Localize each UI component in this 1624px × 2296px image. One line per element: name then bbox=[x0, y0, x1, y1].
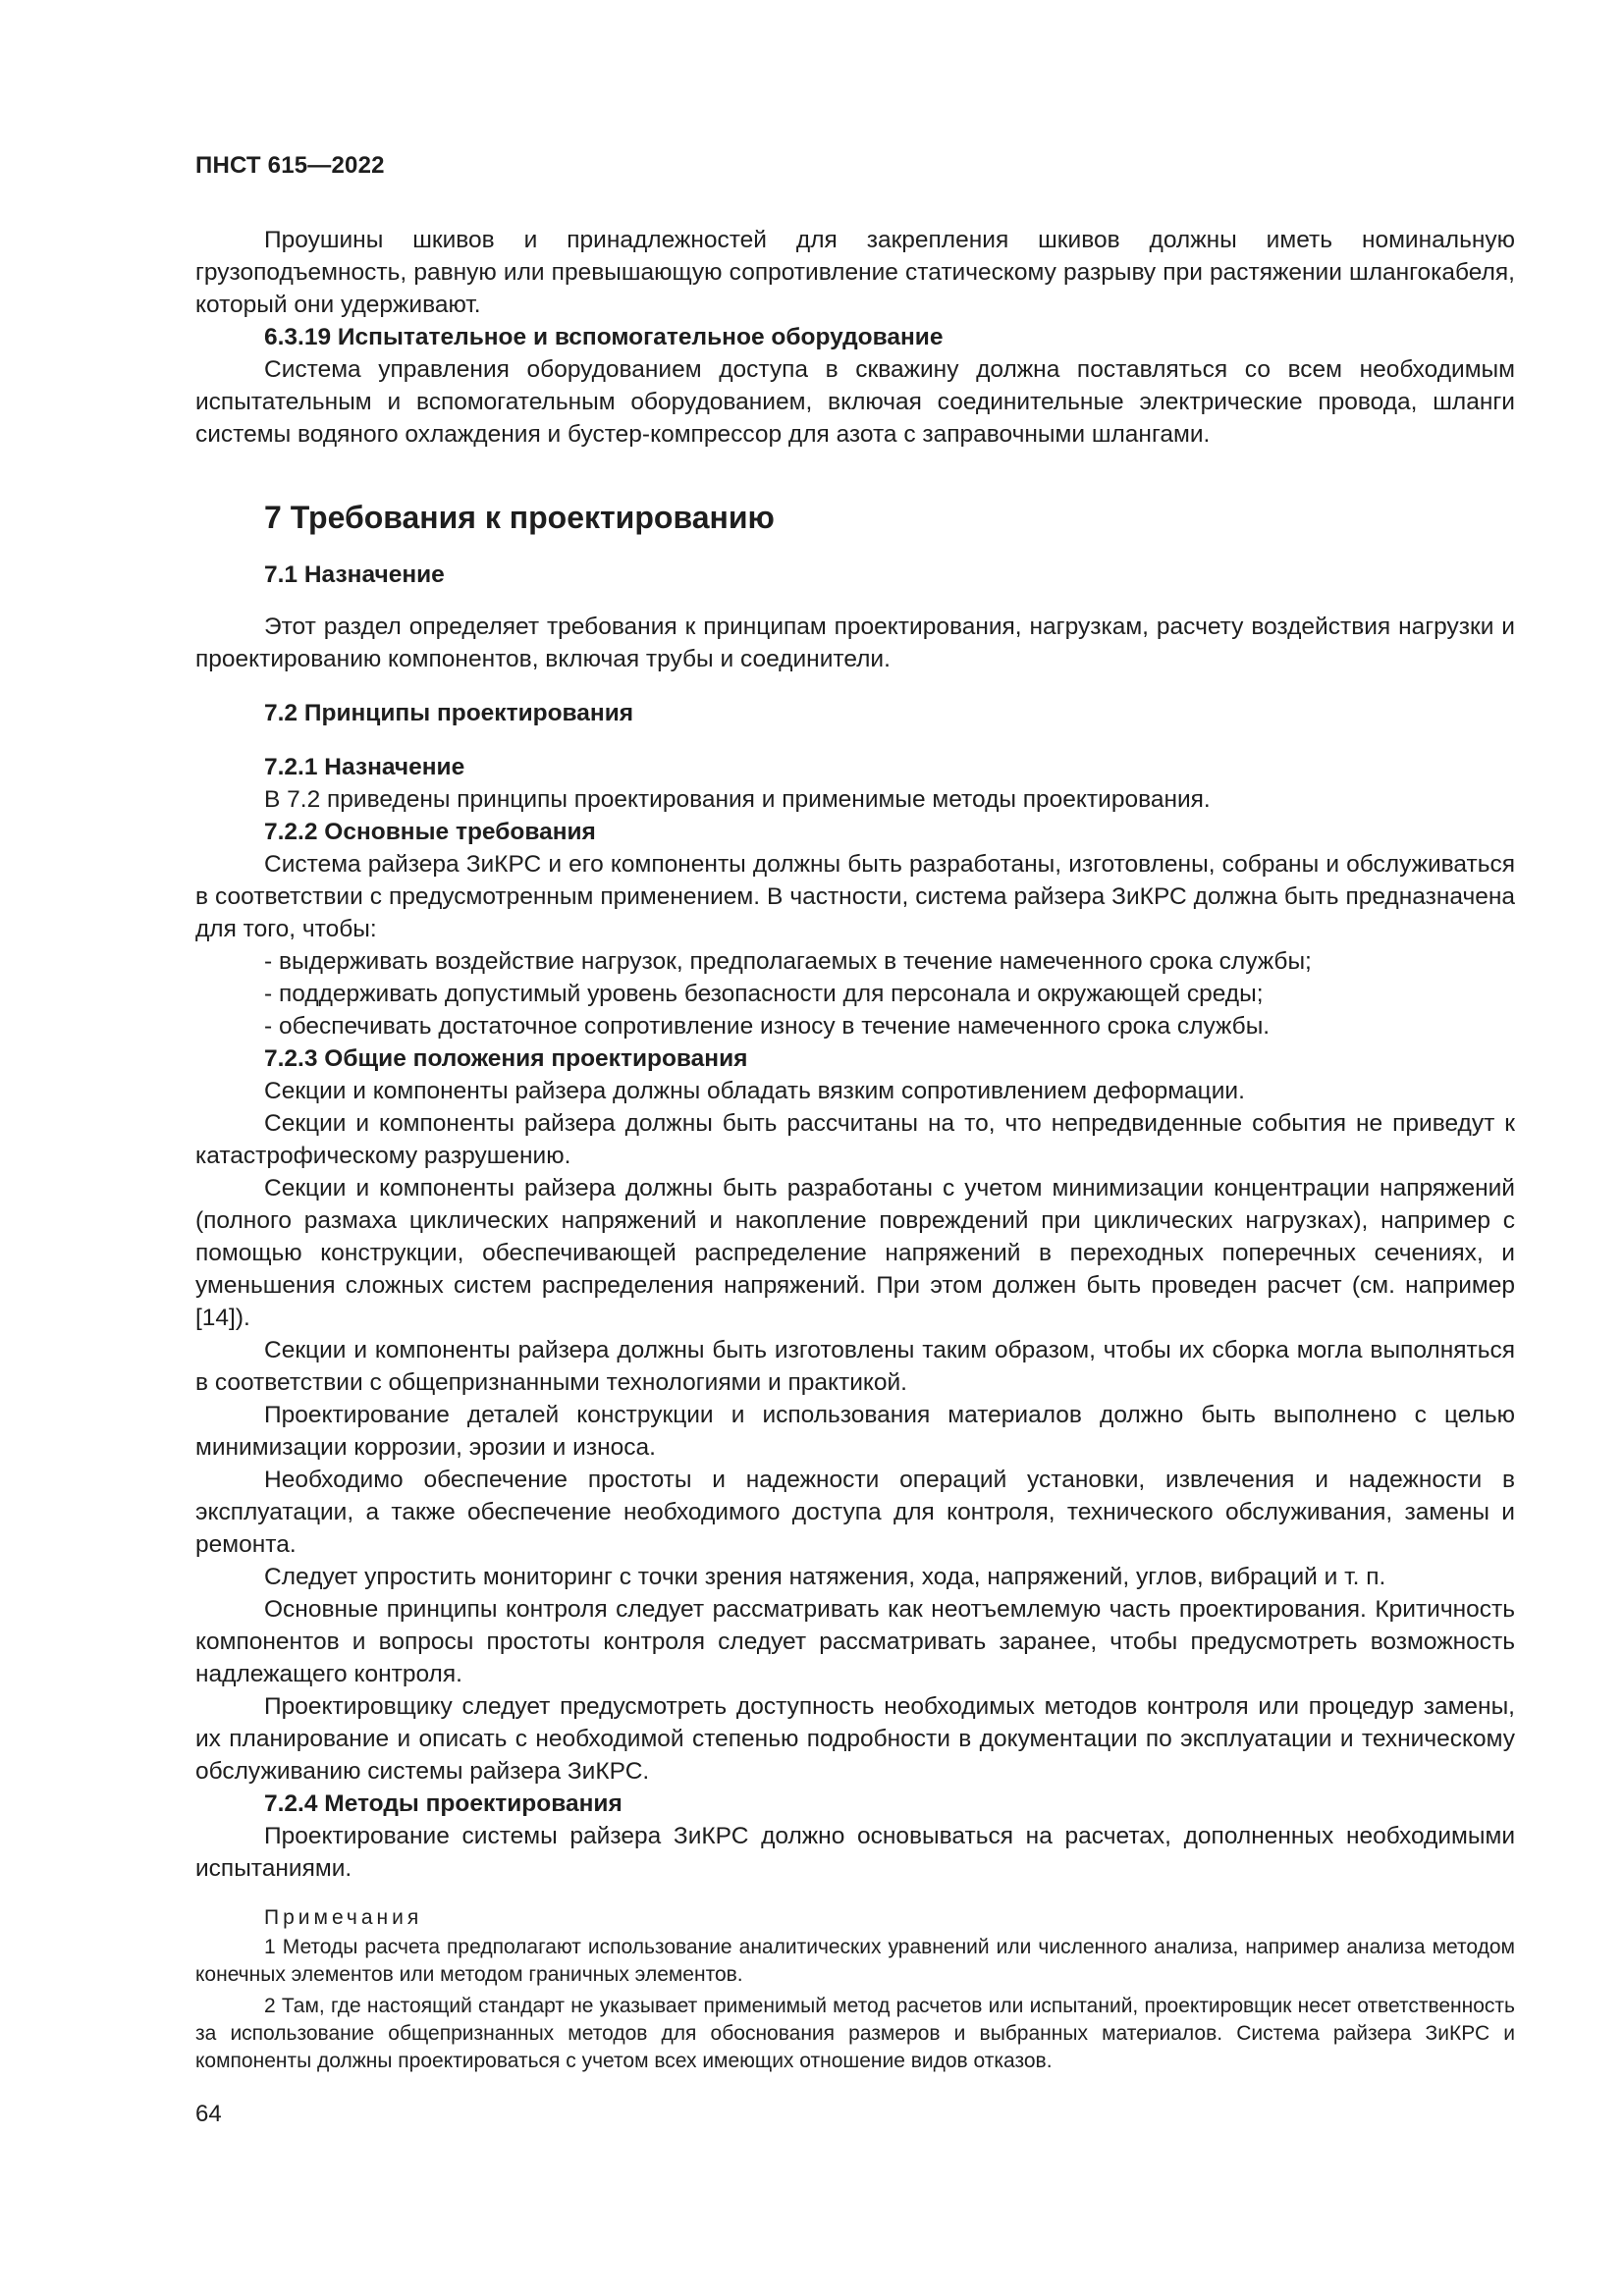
paragraph: Необходимо обеспечение простоты и надежности операций установки, извлечения и надежности в эксплуатации, а также обеспечение необходимого доступа для контроля, технического обслуживания, замены и ремонта. bbox=[195, 1467, 1515, 1558]
note-item: 1 Методы расчета предполагают использование аналитических уравнений или численного анализа, например анализа методом конечных элементов или методом граничных элементов. bbox=[195, 1936, 1515, 1986]
notes-title: Примечания bbox=[264, 1906, 423, 1929]
heading-6-3-19: 6.3.19 Испытательное и вспомогательное оборудование bbox=[264, 324, 944, 350]
paragraph: Проектирование системы райзера ЗиКРС должно основываться на расчетах, дополненных необходимыми испытаниями. bbox=[195, 1823, 1515, 1882]
paragraph: Секции и компоненты райзера должны быть разработаны с учетом минимизации концентрации напряжений (полного размаха циклических напряжений и накопление повреждений при циклических нагрузках), например с помощью конструкции, обеспечивающей распределение напряжений в переходных поперечных сечениях, и уменьшения сложных систем распределения напряжений. При этом должен быть проведен расчет (см. например [14]). bbox=[195, 1175, 1515, 1331]
heading-7-2-3: 7.2.3 Общие положения проектирования bbox=[264, 1045, 748, 1072]
list-item: - обеспечивать достаточное сопротивление износу в течение намеченного срока службы. bbox=[264, 1013, 1271, 1040]
paragraph: Следует упростить мониторинг с точки зрения натяжения, хода, напряжений, углов, вибраций и т. п. bbox=[264, 1564, 1386, 1590]
paragraph: Система управления оборудованием доступа в скважину должна поставляться со всем необходимым испытательным и вспомогательным оборудованием, включая соединительные электрические провода, шланги системы водяного охлаждения и бустер-компрессор для азота с заправочными шлангами. bbox=[195, 356, 1515, 448]
heading-7-1: 7.1 Назначение bbox=[264, 561, 445, 588]
paragraph: Этот раздел определяет требования к принципам проектирования, нагрузкам, расчету воздействия нагрузки и проектированию компонентов, включая трубы и соединители. bbox=[195, 614, 1515, 672]
heading-7-2-2: 7.2.2 Основные требования bbox=[264, 819, 596, 845]
paragraph: Проушины шкивов и принадлежностей для закрепления шкивов должны иметь номинальную грузоподъемность, равную или превышающую сопротивление статическому разрыву при растяжении шлангокабеля, который они удерживают. bbox=[195, 227, 1515, 318]
paragraph: Секции и компоненты райзера должны обладать вязким сопротивлением деформации. bbox=[264, 1078, 1245, 1104]
paragraph: Проектирование деталей конструкции и использования материалов должно быть выполнено с целью минимизации коррозии, эрозии и износа. bbox=[195, 1402, 1515, 1461]
list-item: - выдерживать воздействие нагрузок, предполагаемых в течение намеченного срока службы; bbox=[264, 948, 1312, 975]
heading-7-2-4: 7.2.4 Методы проектирования bbox=[264, 1790, 623, 1817]
paragraph: Секции и компоненты райзера должны быть изготовлены таким образом, чтобы их сборка могла выполняться в соответствии с общепризнанными технологиями и практикой. bbox=[195, 1337, 1515, 1396]
page-number: 64 bbox=[195, 2101, 222, 2127]
standard-header: ПНСТ 615—2022 bbox=[195, 152, 385, 179]
section-heading-7: 7 Требования к проектированию bbox=[264, 500, 775, 535]
paragraph: В 7.2 приведены принципы проектирования и применимые методы проектирования. bbox=[264, 786, 1211, 813]
paragraph: Основные принципы контроля следует рассматривать как неотъемлемую часть проектирования. Критичность компонентов и вопросы простоты контроля следует рассматривать заранее, чтобы предусмотреть возможность надлежащего контроля. bbox=[195, 1596, 1515, 1687]
paragraph: Система райзера ЗиКРС и его компоненты должны быть разработаны, изготовлены, собраны и обслуживаться в соответствии с предусмотренным применением. В частности, система райзера ЗиКРС должна быть предназначена для того, чтобы: bbox=[195, 851, 1515, 942]
list-item: - поддерживать допустимый уровень безопасности для персонала и окружающей среды; bbox=[264, 981, 1264, 1007]
notes-block bbox=[195, 1904, 1515, 2075]
heading-7-2: 7.2 Принципы проектирования bbox=[264, 700, 634, 726]
paragraph: Проектировщику следует предусмотреть доступность необходимых методов контроля или процедур замены, их планирование и описать с необходимой степенью подробности в документации по эксплуатации и техническому обслуживанию системы райзера ЗиКРС. bbox=[195, 1693, 1515, 1785]
document-body bbox=[195, 224, 1515, 2079]
note-item: 2 Там, где настоящий стандарт не указывает применимый метод расчетов или испытаний, проектировщик несет ответственность за использование общепризнанных методов для обоснования размеров и выбранных материалов. Система райзера ЗиКРС и компоненты должны проектироваться с учетом всех имеющих отношение видов отказов. bbox=[195, 1995, 1515, 2072]
heading-7-2-1: 7.2.1 Назначение bbox=[264, 754, 465, 780]
paragraph: Секции и компоненты райзера должны быть рассчитаны на то, что непредвиденные события не приведут к катастрофическому разрушению. bbox=[195, 1110, 1515, 1169]
